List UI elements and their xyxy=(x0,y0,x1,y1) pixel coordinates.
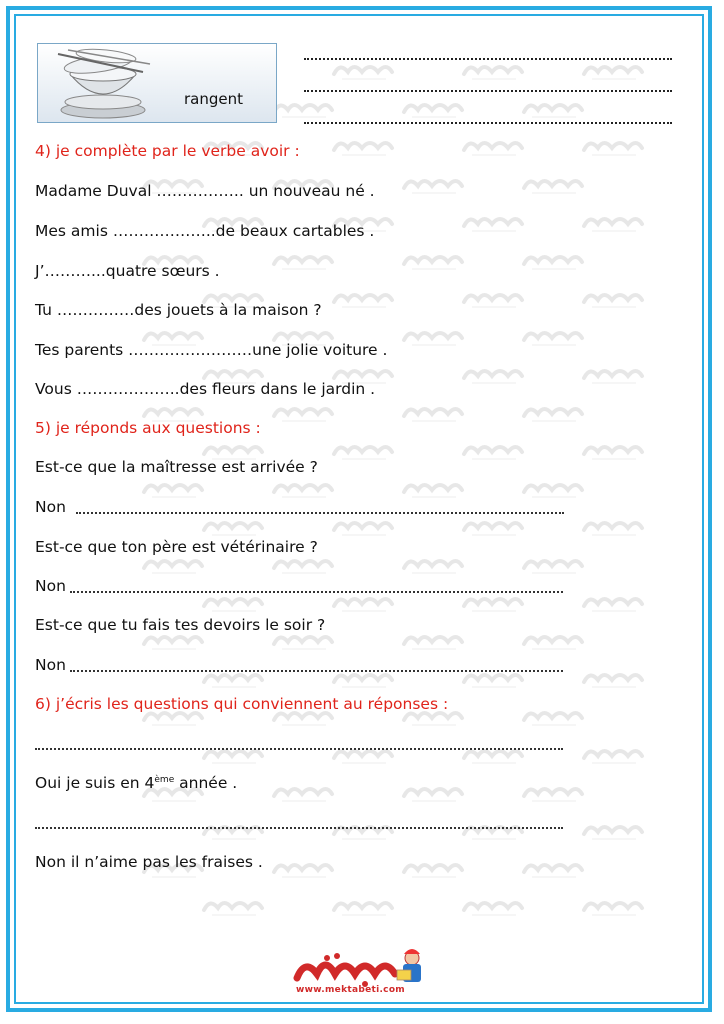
answer-text-end: année . xyxy=(174,774,238,792)
answer-dots-line[interactable] xyxy=(304,90,672,92)
dishes-image xyxy=(37,43,277,123)
question-line: Est-ce que ton père est vétérinaire ? xyxy=(35,538,318,556)
exercise-line: J’………...quatre sœurs . xyxy=(35,262,220,280)
question-dots-line[interactable] xyxy=(35,827,563,829)
answer-line: Non il n’aime pas les fraises . xyxy=(35,853,263,871)
image-word: rangent xyxy=(184,90,244,108)
question-line: Est-ce que la maîtresse est arrivée ? xyxy=(35,458,318,476)
question-dots-line[interactable] xyxy=(35,748,563,750)
answer-label: Non xyxy=(35,577,66,595)
stacked-plates-icon xyxy=(38,44,278,124)
answer-dots-line[interactable] xyxy=(70,670,563,672)
answer-superscript: ème xyxy=(154,774,175,785)
answer-text: Oui je suis en 4 xyxy=(35,774,155,792)
section6-heading: 6) j’écris les questions qui conviennent au réponses : xyxy=(35,695,449,713)
exercise-line: Vous ………………..des fleurs dans le jardin . xyxy=(35,380,376,398)
exercise-line: Tes parents ……………………une jolie voiture . xyxy=(35,341,388,359)
answer-line xyxy=(35,774,237,792)
section5-heading: 5) je réponds aux questions : xyxy=(35,419,261,437)
answer-label: Non xyxy=(35,656,66,674)
answer-label: Non xyxy=(35,498,66,516)
section4-heading: 4) je complète par le verbe avoir : xyxy=(35,142,300,160)
answer-dots-line[interactable] xyxy=(304,58,672,60)
answer-dots-line[interactable] xyxy=(76,512,564,514)
exercise-line: Madame Duval …………….. un nouveau né . xyxy=(35,182,375,200)
exercise-line: Mes amis ………………..de beaux cartables . xyxy=(35,222,375,240)
answer-dots-line[interactable] xyxy=(304,122,672,124)
question-line: Est-ce que tu fais tes devoirs le soir ? xyxy=(35,616,326,634)
exercise-line: Tu ……………des jouets à la maison ? xyxy=(35,301,322,319)
logo-url: www.mektabeti.com xyxy=(296,985,405,995)
answer-dots-line[interactable] xyxy=(70,591,563,593)
